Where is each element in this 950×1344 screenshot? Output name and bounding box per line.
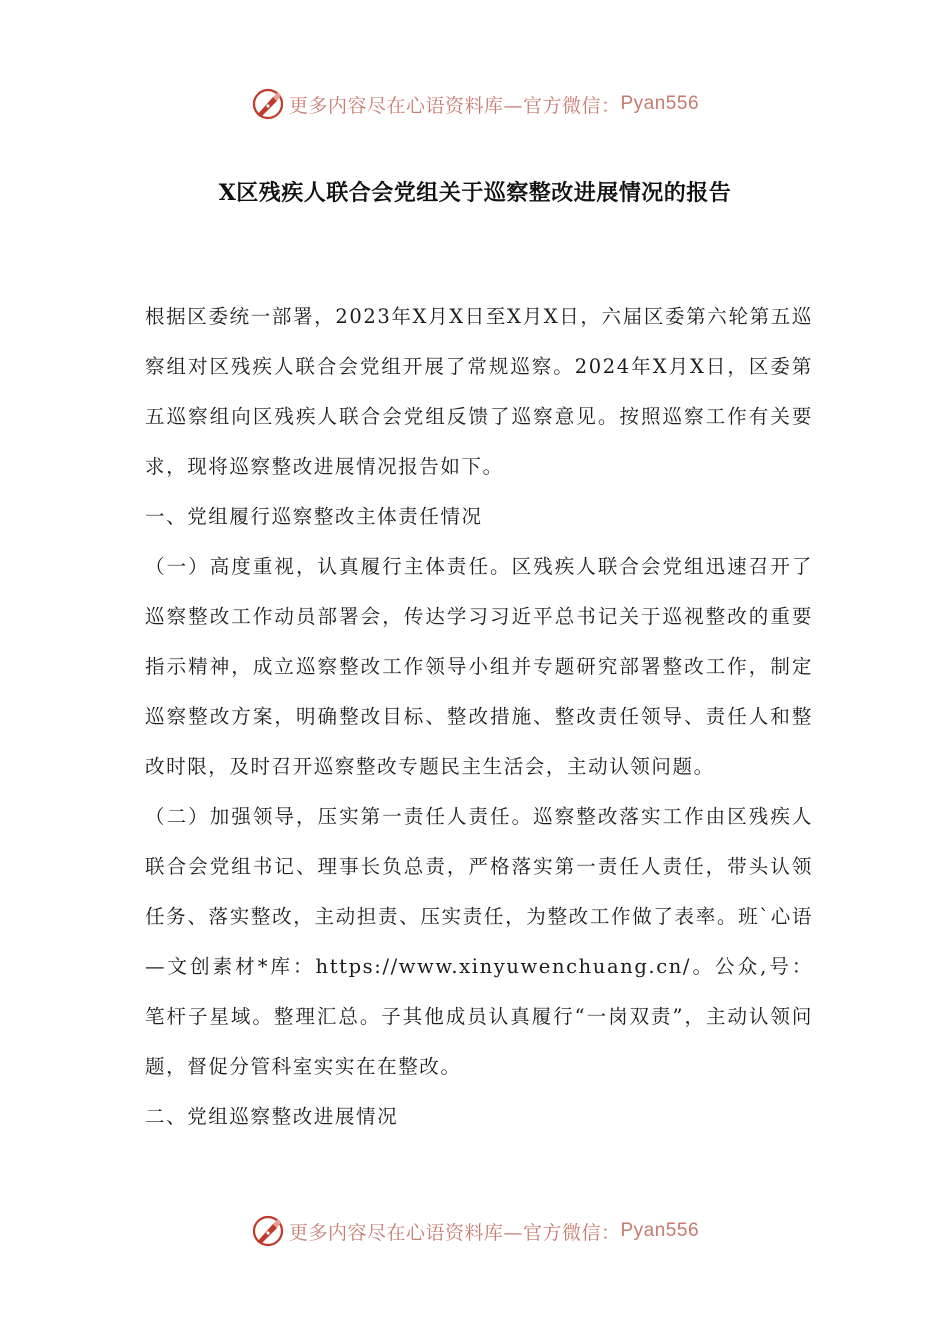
intro-paragraph: 根据区委统一部署，2023年X月X日至X月X日，六届区委第六轮第五巡察组对区残疾人联合会党组开展了常规巡察。2024年X月X日，区委第五巡察组向区残疾人联合会党组反馈了巡察意见。按照巡察工作有关要求，现将巡察整改进展情况报告如下。 <box>145 305 813 478</box>
banner-wechat-id: Pyan556 <box>620 93 700 114</box>
section-heading-1: 一、党组履行巡察整改主体责任情况 <box>145 505 483 528</box>
banner-text: 更多内容尽在心语资料库—官方微信： <box>288 94 621 117</box>
banner-text: 更多内容尽在心语资料库—官方微信： <box>288 1221 621 1244</box>
document-title: X区残疾人联合会党组关于巡察整改进展情况的报告 <box>218 180 732 206</box>
header-watermark-banner <box>0 84 950 124</box>
section-heading-2: 二、党组巡察整改进展情况 <box>145 1105 399 1128</box>
subsection-paragraph-1: （一）高度重视，认真履行主体责任。区残疾人联合会党组迅速召开了巡察整改工作动员部署会，传达学习习近平总书记关于巡视整改的重要指示精神，成立巡察整改工作领导小组并专题研究部署整改工作，制定巡察整改方案，明确整改目标、整改措施、整改责任领导、责任人和整改时限，及时召开巡察整改专题民主生活会，主动认领问题。 <box>145 555 813 778</box>
pen-nib-logo-icon <box>251 1214 285 1248</box>
footer-watermark-banner <box>0 1211 950 1251</box>
subsection-paragraph-2: （二）加强领导，压实第一责任人责任。巡察整改落实工作由区残疾人联合会党组书记、理事长负总责，严格落实第一责任人责任，带头认领任务、落实整改，主动担责、压实责任，为整改工作做了表率。班`心语—文创素材*库：https://www.xinyuwenchuang.cn/。公众,号：笔杆子星域。整理汇总。子其他成员认真履行“一岗双责”，主动认领问题，督促分管科室实实在在整改。 <box>145 805 813 1078</box>
document-body <box>145 292 813 1142</box>
banner-wechat-id: Pyan556 <box>620 1220 700 1241</box>
pen-nib-logo-icon <box>251 87 285 121</box>
